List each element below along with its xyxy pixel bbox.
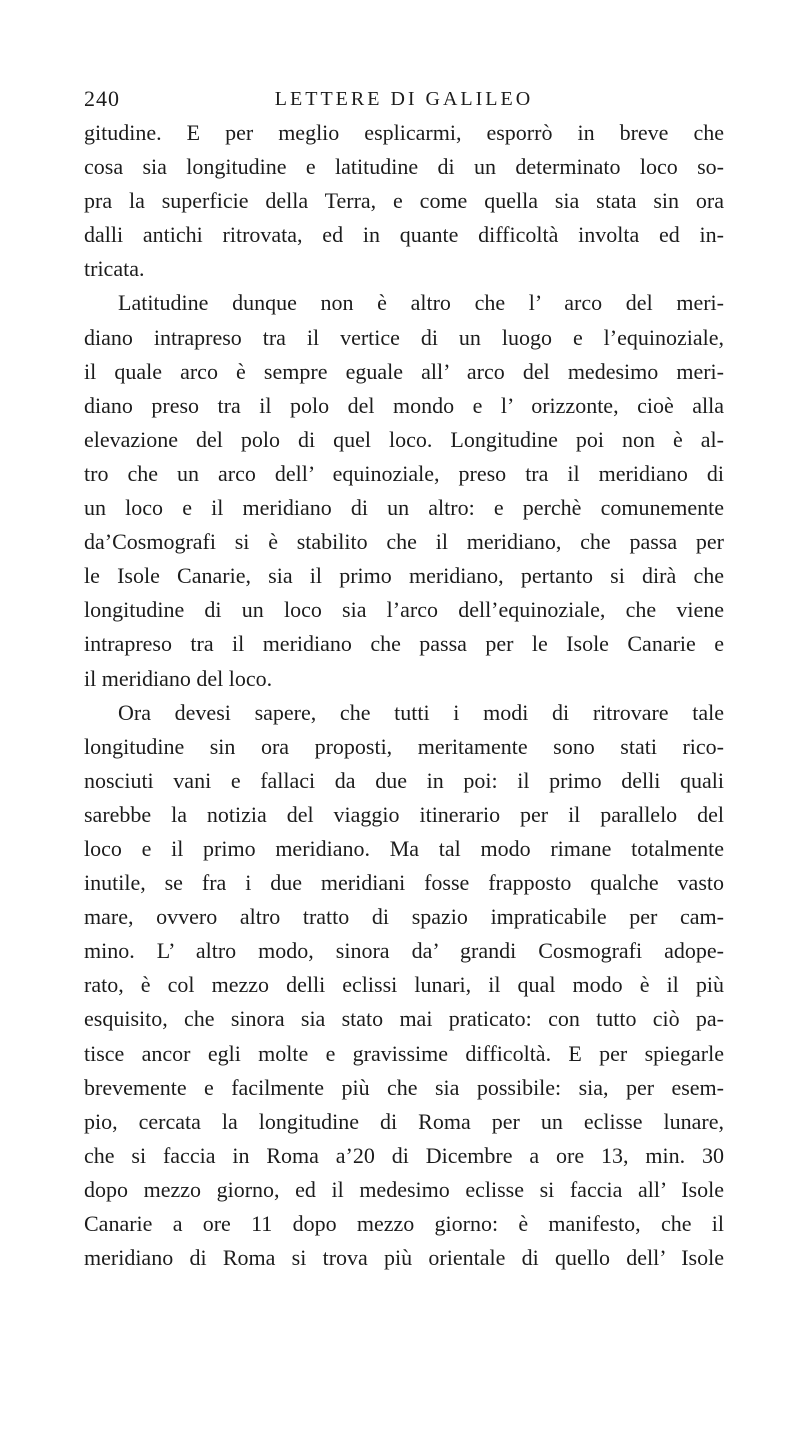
page-header [84, 86, 724, 116]
text-line: che si faccia in Roma a’20 di Dicembre a ore 13, min. 30 [84, 1142, 724, 1168]
body-text [84, 116, 724, 1275]
text-line: inutile, se fra i due meridiani fosse frapposto qualche vasto [84, 870, 724, 896]
text-line: Ora devesi sapere, che tutti i modi di ritrovare tale [118, 699, 724, 725]
text-line: meridiano di Roma si trova più orientale di quello dell’ Isole [84, 1245, 724, 1271]
text-line: diano preso tra il polo del mondo e l’ orizzonte, cioè alla [84, 392, 724, 418]
text-line: longitudine di un loco sia l’arco dell’equinoziale, che viene [84, 597, 724, 623]
text-line: gitudine. E per meglio esplicarmi, esporrò in breve che [84, 120, 724, 145]
text-line: le Isole Canarie, sia il primo meridiano, pertanto si dirà che [84, 563, 724, 589]
text-line: tisce ancor egli molte e gravissime difficoltà. E per spiegarle [84, 1040, 724, 1066]
text-line: il meridiano del loco. [84, 665, 273, 691]
text-line: dopo mezzo giorno, ed il medesimo eclisse si faccia all’ Isole [84, 1176, 724, 1202]
text-line: mino. L’ altro modo, sinora da’ grandi Cosmografi adope- [84, 938, 724, 964]
text-line: brevemente e facilmente più che sia possibile: sia, per esem- [84, 1074, 724, 1100]
text-line: loco e il primo meridiano. Ma tal modo rimane totalmente [84, 835, 724, 861]
text-line: pra la superficie della Terra, e come quella sia stata sin ora [84, 188, 724, 214]
text-line: pio, cercata la longitudine di Roma per un eclisse lunare, [84, 1108, 724, 1134]
text-line: Latitudine dunque non è altro che l’ arco del meri- [118, 290, 724, 316]
text-line: nosciuti vani e fallaci da due in poi: il primo delli quali [84, 767, 724, 793]
text-line: diano intrapreso tra il vertice di un luogo e l’equinoziale, [84, 324, 724, 350]
text-line: Canarie a ore 11 dopo mezzo giorno: è manifesto, che il [84, 1211, 724, 1236]
text-line: tro che un arco dell’ equinoziale, preso tra il meridiano di [84, 460, 724, 486]
text-line: intrapreso tra il meridiano che passa per le Isole Canarie e [84, 631, 724, 657]
text-line: da’Cosmografi si è stabilito che il meridiano, che passa per [84, 529, 724, 555]
running-title: LETTERE DI GALILEO [274, 88, 534, 110]
page-number: 240 [84, 86, 120, 111]
text-line: il quale arco è sempre eguale all’ arco del medesimo meri- [84, 358, 724, 384]
text-line: tricata. [84, 256, 145, 282]
text-line: dalli antichi ritrovata, ed in quante difficoltà involta ed in- [84, 222, 724, 248]
text-line: un loco e il meridiano di un altro: e perchè comunemente [84, 495, 724, 521]
text-line: esquisito, che sinora sia stato mai praticato: con tutto ciò pa- [84, 1006, 724, 1032]
text-line: mare, ovvero altro tratto di spazio impraticabile per cam- [84, 904, 724, 930]
text-line: cosa sia longitudine e latitudine di un determinato loco so- [84, 154, 724, 180]
text-line: elevazione del polo di quel loco. Longitudine poi non è al- [84, 426, 724, 452]
text-line: rato, è col mezzo delli eclissi lunari, il qual modo è il più [84, 972, 724, 998]
text-line: longitudine sin ora proposti, meritamente sono stati rico- [84, 733, 724, 759]
text-line: sarebbe la notizia del viaggio itinerario per il parallelo del [84, 801, 724, 827]
